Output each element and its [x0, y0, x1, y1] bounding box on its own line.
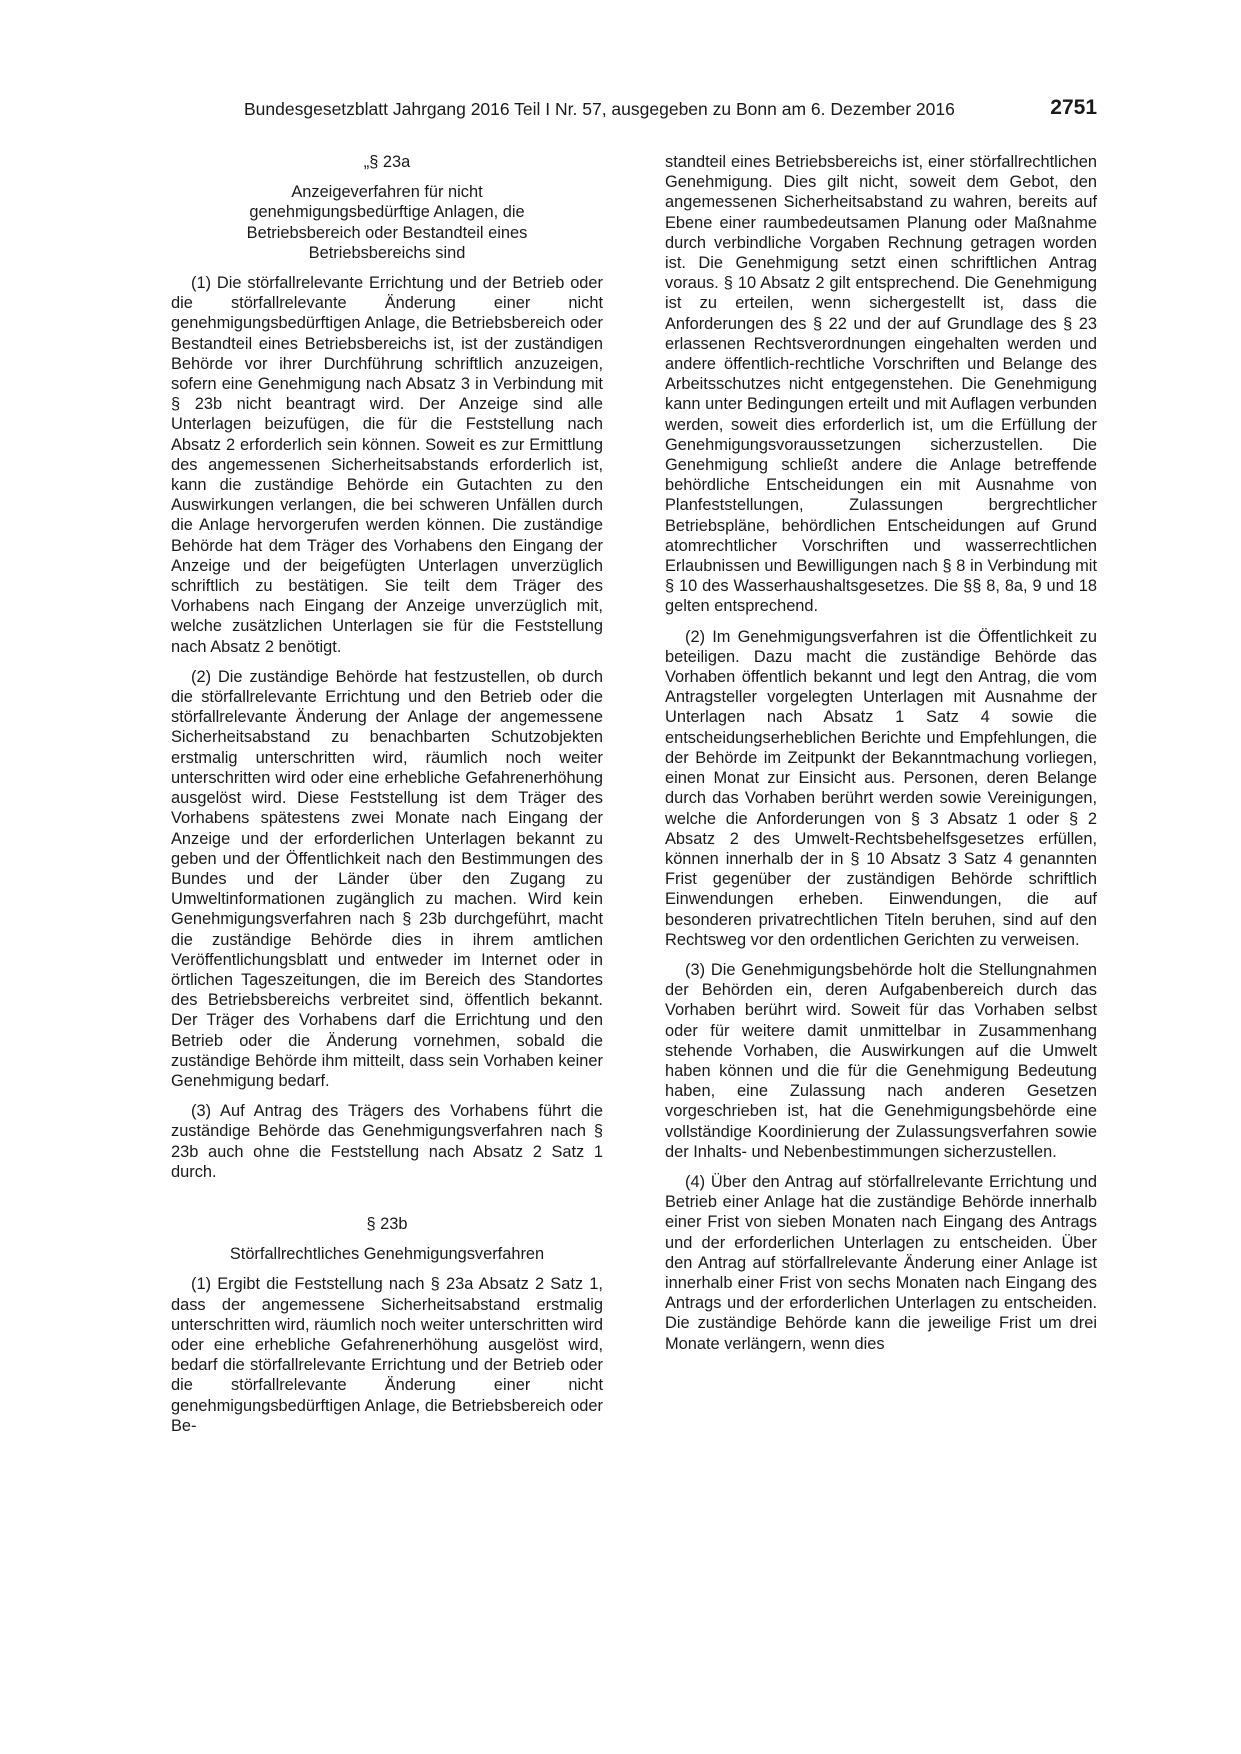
section-23a-paragraph-3: (3) Auf Antrag des Trägers des Vorhabens führt die zuständige Behörde das Genehmigungsverfahren nach § 23b auch ohne die Feststellung nach Absatz 2 Satz 1 durch. [171, 1102, 603, 1181]
right-column [665, 152, 1097, 1364]
section-23b-paragraph-2: (2) Im Genehmigungsverfahren ist die Öffentlichkeit zu beteiligen. Dazu macht die zuständige Behörde das Vorhaben öffentlich bekannt und legt den Antrag, die vom Antragsteller vorgelegten Unterlagen mit Ausnahme der Unterlagen nach Absatz 1 Satz 4 sowie die entscheidungserheblichen Berichte und Empfehlungen, die der Behörde im Zeitpunkt der Bekanntmachung vorliegen, einen Monat zur Einsicht aus. Personen, deren Belange durch das Vorhaben berührt werden sowie Vereinigungen, welche die Anforderungen von § 3 Absatz 1 oder § 2 Absatz 2 des Umwelt-Rechtsbehelfsgesetzes erfüllen, können innerhalb der in § 10 Absatz 3 Satz 4 genannten Frist gegenüber der zuständigen Behörde schriftlich Einwendungen erheben. Einwendungen, die auf besonderen privatrechtlichen Titeln beruhen, sind auf den Rechtsweg vor den ordentlichen Gerichten zu verweisen. [665, 627, 1097, 949]
section-23b-paragraph-3: (3) Die Genehmigungsbehörde holt die Stellungnahmen der Behörden ein, deren Aufgabenbereich durch das Vorhaben berührt wird. Soweit für das Vorhaben selbst oder für weitere damit unmittelbar in Zusammenhang stehende Vorhaben, die Auswirkungen auf die Umwelt haben können und die für die Genehmigung Bedeutung haben, eine Zulassung nach anderen Gesetzen vorgeschrieben ist, hat die Genehmigungsbehörde eine vollständige Koordinierung der Zulassungsverfahren sowie der Inhalts- und Nebenbestimmungen sicherzustellen. [665, 960, 1097, 1161]
section-23b-title: Störfallrechtliches Genehmigungsverfahren [229, 1245, 545, 1264]
section-23b-paragraph-1: (1) Ergibt die Feststellung nach § 23a Absatz 2 Satz 1, dass der angemessene Sicherheitsabstand erstmalig unterschritten wird, räumlich noch weiter unterschritten wird oder eine erhebliche Gefahrenerhöhung ausgelöst wird, bedarf die störfallrelevante Errichtung und der Betrieb oder die störfallrelevante Änderung einer nicht genehmigungsbedürftigen Anlage, die Betriebsbereich oder Be- [171, 1275, 603, 1435]
section-23b-paragraph-4: (4) Über den Antrag auf störfallrelevante Errichtung und Betrieb einer Anlage hat die zuständige Behörde innerhalb einer Frist von sieben Monaten nach Eingang des Antrags und der erforderlichen Unterlagen zu entscheiden. Über den Antrag auf störfallrelevante Änderung einer Anlage ist innerhalb einer Frist von sechs Monaten nach Eingang des Antrags und der erforderlichen Unterlagen zu entscheiden. Die zuständige Behörde kann die jeweilige Frist um drei Monate verlängern, wenn dies [665, 1172, 1097, 1353]
section-23a-paragraph-1: (1) Die störfallrelevante Errichtung und der Betrieb oder die störfallrelevante Änderung einer nicht genehmigungsbedürftigen Anlage, die Betriebsbereich oder Bestandteil eines Betriebsbereichs ist, ist der zuständigen Behörde vor ihrer Durchführung schriftlich anzuzeigen, sofern eine Genehmigung nach Absatz 3 in Verbindung mit § 23b nicht beantragt wird. Der Anzeige sind alle Unterlagen beizufügen, die für die Feststellung nach Absatz 2 erforderlich sein können. Soweit es zur Ermittlung des angemessenen Sicherheitsabstands erforderlich ist, kann die zuständige Behörde ein Gutachten zu den Auswirkungen verlangen, die bei schweren Unfällen durch die Anlage hervorgerufen werden können. Die zuständige Behörde hat dem Träger des Vorhabens den Eingang der Anzeige und der beigefügten Unterlagen unverzüglich schriftlich zu bestätigen. Sie teilt dem Träger des Vorhabens nach Eingang der Anzeige unverzüglich mit, welche zusätzlichen Unterlagen sie für die Feststellung nach Absatz 2 benötigt. [171, 274, 603, 656]
page-number: 2751 [1050, 96, 1097, 119]
gazette-header-title: Bundesgesetzblatt Jahrgang 2016 Teil I Nr. 57, ausgegeben zu Bonn am 6. Dezember 2016 [244, 99, 955, 119]
page-header [244, 96, 1097, 123]
section-23a-paragraph-2: (2) Die zuständige Behörde hat festzustellen, ob durch die störfallrelevante Errichtung und den Betrieb oder die störfallrelevante Änderung der Anlage der angemessene Sicherheitsabstand zu benachbarten Schutzobjekten erstmalig unterschritten wird, räumlich noch weiter unterschritten wird oder eine erhebliche Gefahrenerhöhung ausgelöst wird. Diese Feststellung ist dem Träger des Vorhabens spätestens zwei Monate nach Eingang der Anzeige und der erforderlichen Unterlagen bekannt zu geben und der Öffentlichkeit nach den Bestimmungen des Bundes und der Länder über den Zugang zu Umweltinformationen zugänglich zu machen. Wird kein Genehmigungsverfahren nach § 23b durchgeführt, macht die zuständige Behörde dies in ihrem amtlichen Veröffentlichungsblatt und entweder im Internet oder in örtlichen Tageszeitungen, die im Bereich des Standortes des Betriebsbereichs verbreitet sind, öffentlich bekannt. Der Träger des Vorhabens darf die Errichtung und den Betrieb oder die Änderung vornehmen, sobald die zuständige Behörde ihm mitteilt, dass sein Vorhaben keiner Genehmigung bedarf. [171, 667, 603, 1090]
section-23a-title: Anzeigeverfahren für nicht genehmigungsbedürftige Anlagen, die Betriebsbereich oder Bestandteil eines Betriebsbereichs sind [246, 183, 528, 262]
section-23b-paragraph-1-continued: standteil eines Betriebsbereichs ist, einer störfallrechtlichen Genehmigung. Dies gilt nicht, soweit dem Gebot, den angemessenen Sicherheitsabstand zu wahren, bereits auf Ebene einer raumbedeutsamen Planung oder Maßnahme durch verbindliche Vorgaben Rechnung getragen worden ist. Die Genehmigung setzt einen schriftlichen Antrag voraus. § 10 Absatz 2 gilt entsprechend. Die Genehmigung ist zu erteilen, wenn sichergestellt ist, dass die Anforderungen des § 22 und der auf Grundlage des § 23 erlassenen Rechtsverordnungen eingehalten werden und andere öffentlich-rechtliche Vorschriften und Belange des Arbeitsschutzes nicht entgegenstehen. Die Genehmigung kann unter Bedingungen erteilt und mit Auflagen verbunden werden, soweit dies erforderlich ist, um die Erfüllung der Genehmigungsvoraussetzungen sicherzustellen. Die Genehmigung schließt andere die Anlage betreffende behördliche Entscheidungen ein mit Ausnahme von Planfeststellungen, Zulassungen bergrechtlicher Betriebspläne, behördlichen Entscheidungen auf Grund atomrechtlicher Vorschriften und wasserrechtlichen Erlaubnissen und Bewilligungen nach § 8 in Verbindung mit § 10 des Wasserhaushaltsgesetzes. Die §§ 8, 8a, 9 und 18 gelten entsprechend. [665, 153, 1097, 616]
section-23a-number: „§ 23a [363, 153, 411, 171]
section-23b-number: § 23b [366, 1214, 408, 1233]
left-column [171, 152, 603, 1446]
